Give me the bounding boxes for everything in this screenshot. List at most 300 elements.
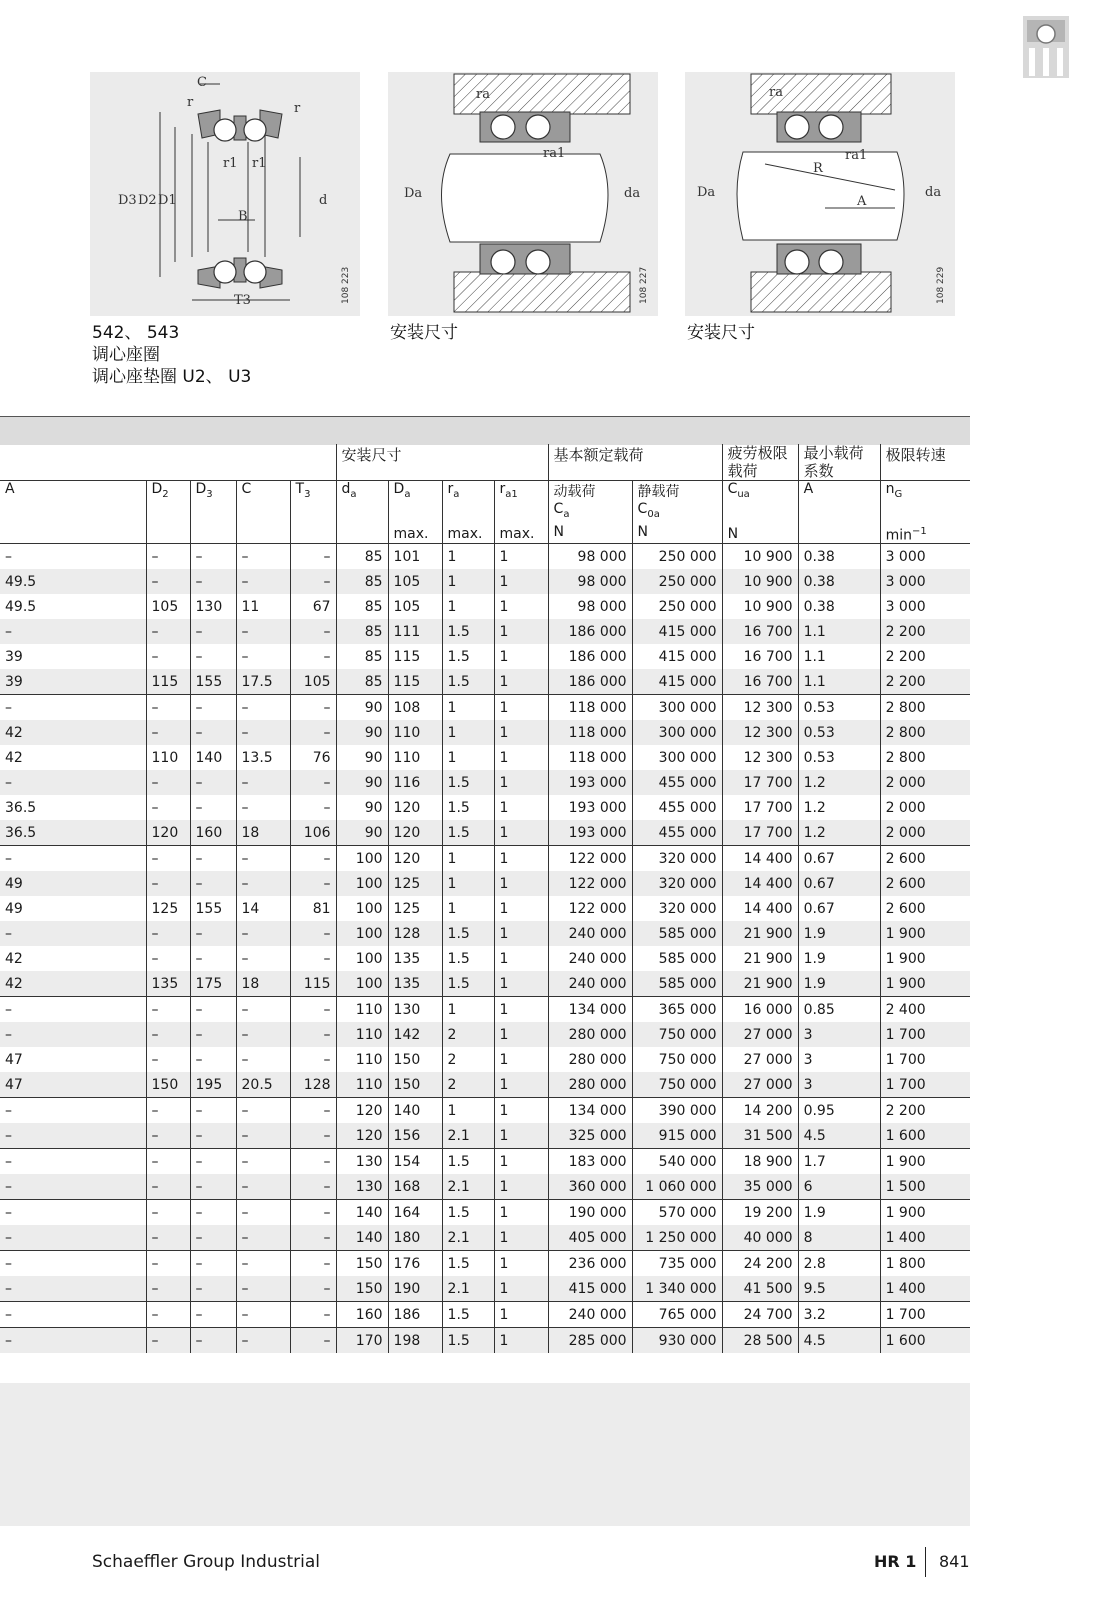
table-row [0, 946, 970, 971]
table-cell: – [0, 846, 146, 872]
table-cell: – [236, 946, 290, 971]
table-cell: 1 400 [880, 1276, 970, 1302]
table-cell: 415 000 [632, 619, 722, 644]
table-cell: 1.2 [798, 820, 880, 846]
table-cell: 13.5 [236, 745, 290, 770]
table-cell: 750 000 [632, 1047, 722, 1072]
table-cell: 1 700 [880, 1047, 970, 1072]
table-cell: – [146, 619, 190, 644]
table-cell: 2 000 [880, 820, 970, 846]
table-cell: – [0, 1123, 146, 1149]
table-cell: 14 400 [722, 846, 798, 872]
table-cell: 108 [388, 695, 442, 721]
table-cell: 455 000 [632, 795, 722, 820]
table-cell: 176 [388, 1251, 442, 1277]
table-cell: – [146, 644, 190, 669]
table-cell: 90 [336, 770, 388, 795]
table-cell: 130 [388, 997, 442, 1023]
table-cell: 12 300 [722, 745, 798, 770]
table-cell: – [290, 770, 336, 795]
table-cell: – [146, 1328, 190, 1354]
page-number: 841 [939, 1552, 970, 1571]
table-cell: 3 000 [880, 594, 970, 619]
table-cell: 100 [336, 946, 388, 971]
table-cell: 1 900 [880, 971, 970, 997]
table-cell: – [290, 619, 336, 644]
table-cell: 27 000 [722, 1047, 798, 1072]
table-cell: 0.67 [798, 896, 880, 921]
table-cell: 90 [336, 820, 388, 846]
table-cell: – [190, 1276, 236, 1302]
table-cell: 320 000 [632, 846, 722, 872]
col-D3: $D_3$ [190, 481, 236, 544]
col-Cua: $C_{ua}$ N [722, 481, 798, 544]
table-cell: – [146, 720, 190, 745]
table-row [0, 669, 970, 695]
table-cell: 1.5 [442, 820, 494, 846]
table-cell: 1.5 [442, 770, 494, 795]
table-cell: 140 [190, 745, 236, 770]
table-cell: 42 [5, 749, 23, 766]
table-cell: 1.5 [442, 921, 494, 946]
table-cell: 186 [388, 1302, 442, 1328]
table-cell: 2 000 [880, 770, 970, 795]
table-cell: 16 700 [722, 669, 798, 695]
table-cell: 1 [442, 871, 494, 896]
table-cell: 42 [0, 971, 146, 997]
table-cell: 17 700 [722, 820, 798, 846]
table-cell: 130 [336, 1174, 388, 1200]
table-cell: 1 [494, 669, 548, 695]
footer-catalog: HR 1 [874, 1552, 917, 1571]
table-cell: 415 000 [632, 644, 722, 669]
table-cell: 1 [494, 569, 548, 594]
table-row [0, 1174, 970, 1200]
table-cell: – [290, 1225, 336, 1251]
table-cell: – [236, 1022, 290, 1047]
table-cell: 1 [494, 846, 548, 872]
table-cell: – [146, 1251, 190, 1277]
table-cell: – [0, 1328, 146, 1354]
table-cell: – [0, 695, 146, 721]
caption-line: 调心座垫圈 U2、 U3 [92, 367, 252, 387]
table-cell: 325 000 [548, 1123, 632, 1149]
label-R: R [813, 161, 823, 176]
table-cell: 12 300 [722, 720, 798, 745]
table-cell: 47 [0, 1072, 146, 1098]
table-cell: 160 [190, 820, 236, 846]
table-row [0, 1251, 970, 1277]
table-cell: – [236, 1098, 290, 1124]
footer-company: Schaeffler Group Industrial [92, 1552, 320, 1572]
table-cell: – [146, 1276, 190, 1302]
table-cell: 24 700 [722, 1302, 798, 1328]
table-cell: 2 [442, 1022, 494, 1047]
table-cell: 18 900 [722, 1149, 798, 1175]
table-cell: 1 [494, 795, 548, 820]
table-cell: 1 340 000 [632, 1276, 722, 1302]
table-row [0, 745, 970, 770]
table-cell: 18 [236, 820, 290, 846]
table-cell: – [190, 997, 236, 1023]
label-r1-right: r1 [252, 156, 267, 171]
table-cell: 300 000 [632, 695, 722, 721]
table-row [0, 1098, 970, 1124]
label-ra: ra [476, 87, 490, 102]
table-cell: 100 [336, 896, 388, 921]
table-cell: 1 600 [880, 1123, 970, 1149]
table-cell: 8 [798, 1225, 880, 1251]
table-cell: 1 700 [880, 1302, 970, 1328]
table-cell: 42 [0, 720, 146, 745]
table-cell: – [236, 1251, 290, 1277]
table-cell: – [146, 946, 190, 971]
col-A: A [0, 481, 146, 544]
table-cell: 90 [336, 695, 388, 721]
table-cell: – [290, 1098, 336, 1124]
table-row [0, 594, 970, 619]
table-cell: 41 500 [722, 1276, 798, 1302]
label-da: da [624, 186, 641, 201]
table-row [0, 720, 970, 745]
table-cell: 1.5 [442, 1149, 494, 1175]
table-cell: 17.5 [236, 669, 290, 695]
table-cell: 190 000 [548, 1200, 632, 1226]
table-cell: 10 900 [722, 544, 798, 570]
table-cell: 115 [388, 644, 442, 669]
table-cell: 39 [5, 648, 23, 665]
table-column-header [0, 481, 970, 544]
figure-mounting-dimensions [388, 72, 658, 316]
table-cell: – [146, 846, 190, 872]
table-cell: 1 [442, 1098, 494, 1124]
table-cell: 81 [290, 896, 336, 921]
table-cell: – [0, 1022, 146, 1047]
table-cell: 120 [146, 820, 190, 846]
table-cell: – [290, 795, 336, 820]
table-cell: 135 [388, 946, 442, 971]
table-cell: 115 [146, 669, 190, 695]
table-cell: 250 000 [632, 544, 722, 570]
table-cell: 365 000 [632, 997, 722, 1023]
table-cell: – [236, 871, 290, 896]
table-cell: – [190, 921, 236, 946]
table-cell: – [190, 871, 236, 896]
table-cell: 135 [388, 971, 442, 997]
table-cell: 1.2 [798, 795, 880, 820]
table-cell: 0.38 [798, 569, 880, 594]
table-row [0, 1072, 970, 1098]
table-cell: – [236, 997, 290, 1023]
table-cell: 175 [190, 971, 236, 997]
table-cell: – [190, 1328, 236, 1354]
table-cell: 1 [494, 745, 548, 770]
table-cell: 150 [336, 1276, 388, 1302]
table-cell: 85 [336, 544, 388, 570]
table-cell: 24 200 [722, 1251, 798, 1277]
table-row [0, 569, 970, 594]
table-cell: 415 000 [632, 669, 722, 695]
group-basic-load: 基本额定载荷 [548, 444, 722, 481]
table-cell: – [290, 1328, 336, 1354]
table-row [0, 1225, 970, 1251]
table-cell: 21 900 [722, 921, 798, 946]
table-cell: 1.5 [442, 1302, 494, 1328]
label-d: d [319, 193, 328, 208]
table-cell: 110 [336, 1047, 388, 1072]
table-cell: 17 700 [722, 795, 798, 820]
label-A: A [857, 194, 867, 209]
table-cell: – [0, 1098, 146, 1124]
table-cell: 186 000 [548, 669, 632, 695]
table-cell: 14 400 [722, 896, 798, 921]
table-cell: 280 000 [548, 1022, 632, 1047]
table-cell: 1.9 [798, 921, 880, 946]
table-cell: 250 000 [632, 569, 722, 594]
table-cell: 240 000 [548, 921, 632, 946]
table-cell: 0.67 [798, 846, 880, 872]
table-row [0, 644, 970, 669]
figure-code: 108 229 [936, 266, 946, 304]
table-cell: 110 [336, 1072, 388, 1098]
table-cell: 100 [336, 921, 388, 946]
table-cell: 1 900 [880, 1149, 970, 1175]
table-cell: 85 [336, 644, 388, 669]
table-cell: 3 [798, 1072, 880, 1098]
table-cell: 280 000 [548, 1047, 632, 1072]
table-cell: 0.38 [798, 594, 880, 619]
table-cell: – [190, 946, 236, 971]
table-cell: 160 [336, 1302, 388, 1328]
table-cell: 2.1 [442, 1276, 494, 1302]
table-cell: 4.5 [798, 1123, 880, 1149]
table-cell: 154 [388, 1149, 442, 1175]
table-cell: 180 [388, 1225, 442, 1251]
table-cell: 0.38 [798, 544, 880, 570]
table-row [0, 896, 970, 921]
table-cell: 90 [336, 745, 388, 770]
table-cell: 28 500 [722, 1328, 798, 1354]
table-cell: 134 000 [548, 997, 632, 1023]
table-row [0, 1328, 970, 1354]
table-cell: – [146, 569, 190, 594]
table-row [0, 871, 970, 896]
table-cell: 0.67 [798, 871, 880, 896]
table-cell: – [190, 795, 236, 820]
table-cell: 135 [146, 971, 190, 997]
table-cell: 2 600 [880, 846, 970, 872]
table-cell: 1 [442, 846, 494, 872]
table-cell: 3 000 [880, 544, 970, 570]
table-cell: 120 [336, 1123, 388, 1149]
table-cell: – [236, 695, 290, 721]
table-cell: 2 200 [880, 619, 970, 644]
table-cell: 1 [494, 1022, 548, 1047]
table-cell: 1.5 [442, 946, 494, 971]
bearing-dimension-table [0, 444, 970, 1353]
table-cell: 1 [494, 1174, 548, 1200]
table-cell: 27 000 [722, 1072, 798, 1098]
table-cell: 110 [336, 997, 388, 1023]
table-cell: 1.9 [798, 1200, 880, 1226]
table-cell: – [146, 1302, 190, 1328]
label-Da: Da [697, 185, 716, 200]
table-cell: 16 700 [722, 619, 798, 644]
table-cell: 1.1 [798, 644, 880, 669]
label-r-right: r [294, 101, 301, 116]
table-cell: 21 900 [722, 946, 798, 971]
table-cell: 585 000 [632, 946, 722, 971]
table-cell: 142 [388, 1022, 442, 1047]
table-cell: 1 [494, 997, 548, 1023]
figure3-caption: 安装尺寸 [687, 323, 755, 343]
table-cell: 164 [388, 1200, 442, 1226]
table-cell: 150 [388, 1072, 442, 1098]
table-cell: – [0, 1149, 146, 1175]
table-cell: 1 600 [880, 1328, 970, 1354]
table-cell: – [290, 1149, 336, 1175]
table-cell: – [290, 1276, 336, 1302]
table-cell: 1 [442, 997, 494, 1023]
table-cell: 1 [494, 720, 548, 745]
table-cell: 1 [442, 896, 494, 921]
table-cell: 540 000 [632, 1149, 722, 1175]
table-cell: 1 [494, 921, 548, 946]
table-cell: 2 200 [880, 644, 970, 669]
label-T3: T3 [234, 293, 251, 308]
table-cell: 134 000 [548, 1098, 632, 1124]
table-cell: – [290, 946, 336, 971]
table-cell: 300 000 [632, 745, 722, 770]
table-cell: 1 [442, 745, 494, 770]
table-cell: 186 000 [548, 619, 632, 644]
table-cell: 360 000 [548, 1174, 632, 1200]
table-row [0, 971, 970, 997]
table-cell: 186 000 [548, 644, 632, 669]
table-cell: 1 [494, 594, 548, 619]
table-cell: 19 200 [722, 1200, 798, 1226]
table-cell: – [290, 1200, 336, 1226]
table-cell: 2.1 [442, 1123, 494, 1149]
table-cell: 118 000 [548, 720, 632, 745]
table-cell: 280 000 [548, 1072, 632, 1098]
table-cell: 320 000 [632, 871, 722, 896]
table-cell: – [146, 1200, 190, 1226]
figure-code: 108 227 [639, 266, 649, 304]
table-cell: – [236, 1276, 290, 1302]
table-cell: 0.85 [798, 997, 880, 1023]
table-cell: – [146, 1047, 190, 1072]
col-A-min: A [798, 481, 880, 544]
table-cell: 1.9 [798, 946, 880, 971]
table-cell: 570 000 [632, 1200, 722, 1226]
table-cell: 14 [236, 896, 290, 921]
caption-line: 调心座圈 [92, 345, 160, 365]
table-cell: 105 [146, 594, 190, 619]
table-cell: 2 000 [880, 795, 970, 820]
table-cell: – [236, 1047, 290, 1072]
table-cell: – [146, 795, 190, 820]
table-cell: 100 [336, 846, 388, 872]
table-cell: 10 900 [722, 594, 798, 619]
table-cell: – [146, 544, 190, 570]
table-cell: – [236, 1200, 290, 1226]
table-cell: 116 [388, 770, 442, 795]
table-cell: – [190, 619, 236, 644]
table-cell: 130 [336, 1149, 388, 1175]
table-cell: – [0, 619, 146, 644]
table-cell: 415 000 [548, 1276, 632, 1302]
table-cell: 195 [190, 1072, 236, 1098]
group-limit-speed: 极限转速 [880, 444, 970, 481]
table-cell: 85 [336, 569, 388, 594]
table-cell: 168 [388, 1174, 442, 1200]
table-cell: 125 [146, 896, 190, 921]
table-cell: 1.7 [798, 1149, 880, 1175]
label-ra1: ra1 [543, 146, 566, 161]
table-row [0, 1123, 970, 1149]
table-group-header [0, 444, 970, 481]
table-cell: 240 000 [548, 1302, 632, 1328]
table-cell: 122 000 [548, 896, 632, 921]
table-cell: 236 000 [548, 1251, 632, 1277]
table-cell: 4.5 [798, 1328, 880, 1354]
table-cell: – [236, 1225, 290, 1251]
table-cell: – [290, 1251, 336, 1277]
table-cell: – [290, 871, 336, 896]
table-cell: 1.9 [798, 971, 880, 997]
table-cell: 1 500 [880, 1174, 970, 1200]
group-fatigue-limit: 疲劳极限载荷 [722, 444, 798, 481]
table-row [0, 1047, 970, 1072]
table-cell: – [190, 846, 236, 872]
table-cell: 110 [388, 720, 442, 745]
table-cell: 1 [494, 1276, 548, 1302]
table-cell: 1 [494, 644, 548, 669]
caption-line: 542、 543 [92, 323, 180, 343]
table-cell: – [146, 1149, 190, 1175]
table-cell: 1 [494, 971, 548, 997]
group-min-load-factor: 最小载荷系数 [798, 444, 880, 481]
label-D2: D2 [138, 193, 157, 208]
table-cell: – [290, 544, 336, 570]
table-cell: – [190, 1149, 236, 1175]
table-cell: 150 [146, 1072, 190, 1098]
table-cell: 750 000 [632, 1072, 722, 1098]
table-cell: – [0, 770, 146, 795]
table-cell: 27 000 [722, 1022, 798, 1047]
table-cell: – [290, 569, 336, 594]
bearing-thumbnail-icon [1023, 16, 1069, 78]
table-cell: 1 [494, 770, 548, 795]
table-cell: – [236, 1328, 290, 1354]
table-cell: – [190, 720, 236, 745]
table-row [0, 1302, 970, 1328]
table-cell: 183 000 [548, 1149, 632, 1175]
table-cell: 3.2 [798, 1302, 880, 1328]
table-cell: 49.5 [0, 569, 146, 594]
label-B: B [238, 209, 248, 224]
table-cell: 1 [494, 1200, 548, 1226]
table-cell: 455 000 [632, 770, 722, 795]
table-cell: 1 [494, 544, 548, 570]
table-cell: 85 [336, 669, 388, 695]
table-cell: – [0, 1302, 146, 1328]
table-cell: – [290, 997, 336, 1023]
col-nG: $n_G$ $\min^{-1}$ [880, 481, 970, 544]
table-cell: 240 000 [548, 971, 632, 997]
table-cell: 1.2 [798, 770, 880, 795]
